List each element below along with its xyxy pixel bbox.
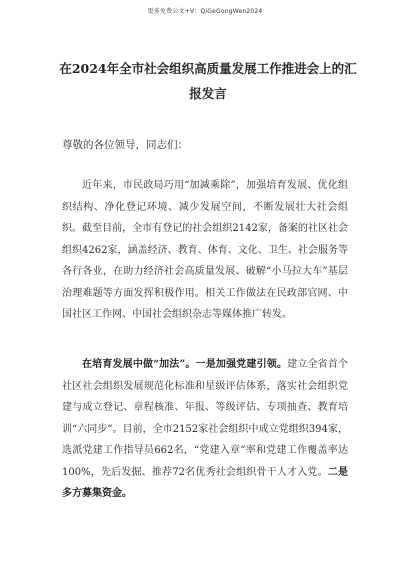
paragraph-body: 建立全省首个社区社会组织发展规范化标准和星级评估体系，落实社会组织党建与成立登记、章程核准、年报、等级评估、专项抽查、教育培训“六同步”。目前，全市2152家社会组织中成立党组织394家，选派党建工作指导员662名，“党建入章”率和党建工作覆盖率达100%，先后发掘、推荐72名优秀社会组织骨干人才入党。 <box>62 359 349 478</box>
paragraph-tail: 二是多方募集资金。 <box>62 466 348 499</box>
paragraph-lead: 在培育发展中做“加法”。一是加强党建引领。 <box>82 359 288 370</box>
paragraph-intro: 近年来，市民政局巧用“加减乘除”，加强培育发展、优化组织结构、净化登记环境、减少发展空间，不断发展壮大社会组织。截至目前，全市有登记的社会组织2142家，备案的社区社会组织4262家，涵盖经济、教育、体育、文化、卫生、社会服务等各行各业，在助力经济社会高质量发展、破解“小马拉大车”基层治理难题等方面发挥积极作用。相关工作做法在民政部官网、中国社区工作网、中国社会组织杂志等媒体推广转发。 <box>62 180 348 320</box>
paragraph-addition <box>62 354 348 505</box>
document-title: 在2024年全市社会组织高质量发展工作推进会上的汇报发言 <box>59 61 357 101</box>
salutation: 尊敬的各位领导，同志们： <box>62 139 188 151</box>
header-watermark: 更多免费公文+V：QiGeGongWen2024 <box>147 8 263 15</box>
